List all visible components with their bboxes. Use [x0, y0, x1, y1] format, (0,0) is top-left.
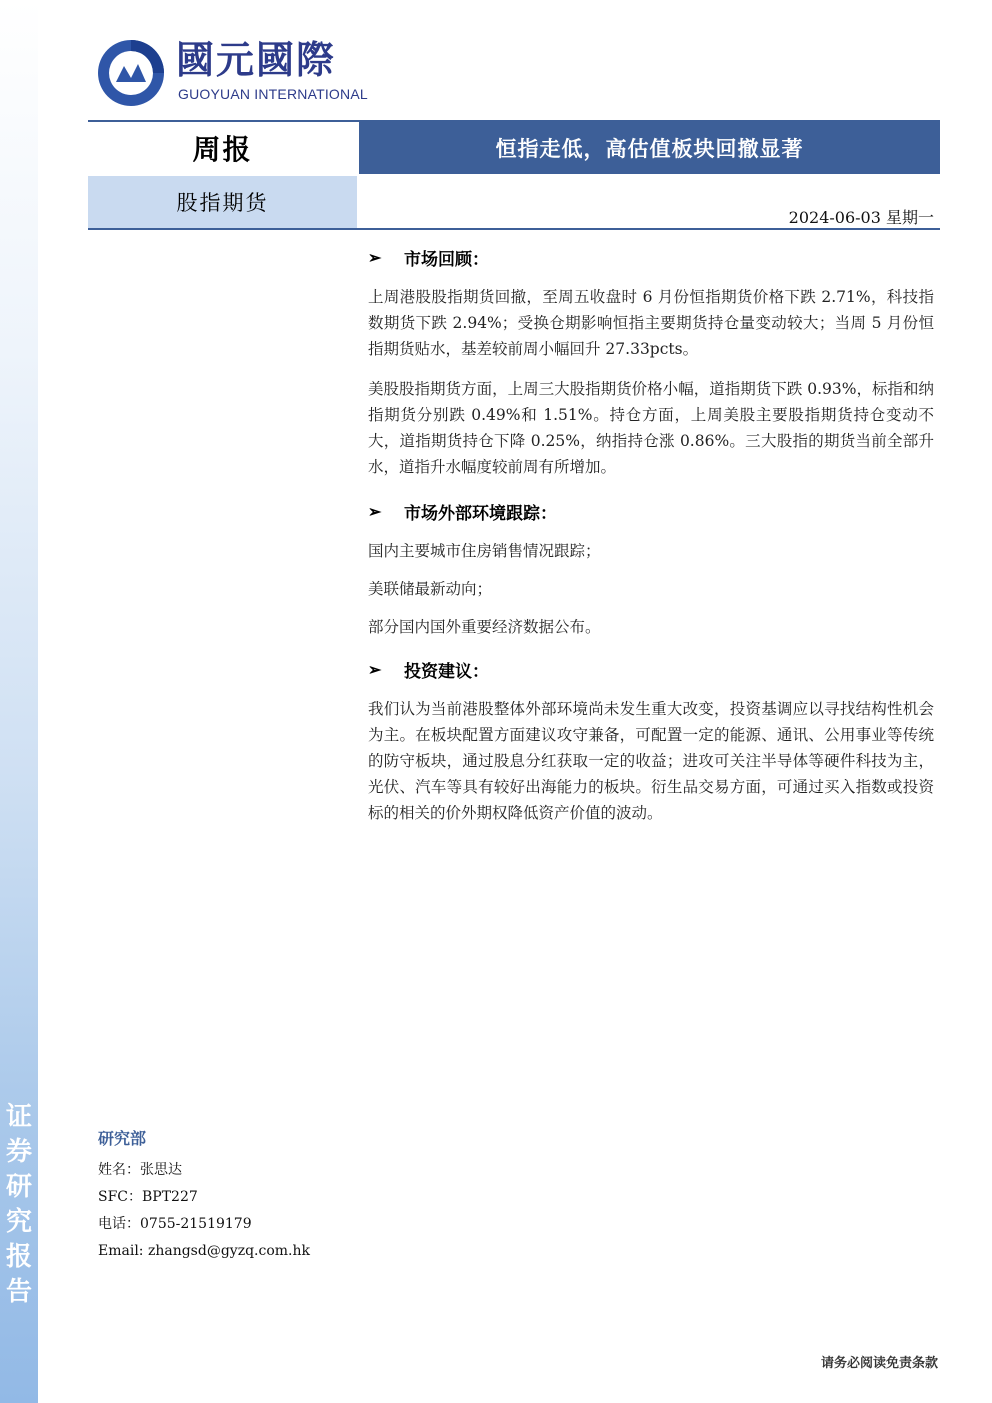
arrow-bullet-icon: ➢ — [368, 501, 382, 521]
list-item: 部分国内国外重要经济数据公布。 — [368, 618, 601, 636]
report-title: 恒指走低，高估值板块回撤显著 — [359, 122, 940, 174]
paragraph: 美股股指期货方面，上周三大股指期货价格小幅，道指期货下跌 0.93%，标指和纳指期货分别跌 0.49%和 1.51%。持仓方面，上周美股主要股指期货持仓变动不大，道指期货持仓下降 0.25%，纳指持仓涨 0.86%。三大股指的期货当前全部升水，道指升水幅度较前周有所增加。 — [368, 380, 934, 476]
report-body — [368, 240, 934, 840]
company-logo — [96, 38, 376, 108]
side-label-char: 券 — [5, 1137, 32, 1167]
author-info — [98, 1126, 338, 1265]
side-label-char: 研 — [5, 1172, 32, 1202]
logo-english-text: GUOYUAN INTERNATIONAL — [178, 86, 368, 102]
author-email[interactable]: Email: zhangsd@gyzq.com.hk — [98, 1243, 310, 1259]
list-item: 国内主要城市住房销售情况跟踪； — [368, 542, 601, 560]
paragraph: 我们认为当前港股整体外部环境尚未发生重大改变，投资基调应以寻找结构性机会为主。在板块配置方面建议攻守兼备，可配置一定的能源、通讯、公用事业等传统的防守板块，通过股息分红获取一定的收益；进攻可关注半导体等硬件科技为主，光伏、汽车等具有较好出海能力的板块。衍生品交易方面，可通过买入指数或投资标的相关的价外期权降低资产价值的波动。 — [368, 700, 934, 822]
arrow-bullet-icon: ➢ — [368, 659, 382, 679]
side-label — [4, 1100, 34, 1310]
side-label-char: 究 — [5, 1207, 32, 1237]
section-heading-market-review — [368, 240, 934, 274]
section-heading-external-environment — [368, 494, 934, 528]
section-heading-investment-advice — [368, 652, 934, 686]
side-label-char: 告 — [5, 1277, 32, 1307]
logo-emblem-icon — [96, 38, 166, 108]
author-name: 姓名：张思达 — [98, 1162, 182, 1178]
report-date: 2024-06-03 星期一 — [788, 208, 934, 227]
side-label-char: 报 — [5, 1242, 32, 1272]
header-bottom-rule — [88, 228, 940, 230]
section-heading-text: 市场外部环境跟踪： — [404, 503, 557, 524]
side-label-char: 证 — [5, 1102, 32, 1132]
list-item: 美联储最新动向； — [368, 580, 493, 598]
author-department: 研究部 — [98, 1129, 147, 1148]
disclaimer-note[interactable]: 请务必阅读免责条款 — [820, 1356, 938, 1371]
report-category: 股指期货 — [88, 176, 357, 228]
author-sfc: SFC：BPT227 — [98, 1189, 198, 1205]
section-heading-text: 投资建议： — [404, 661, 489, 682]
report-type: 周报 — [88, 122, 357, 174]
paragraph: 上周港股股指期货回撤，至周五收盘时 6 月份恒指期货价格下跌 2.71%，科技指数期货下跌 2.94%；受换仓期影响恒指主要期货持仓量变动较大；当周 5 月份恒指期货贴水，基差较前周小幅回升 27.33pcts。 — [368, 288, 934, 358]
section-heading-text: 市场回顾： — [404, 249, 489, 270]
logo-chinese-text: 國元國際 — [176, 38, 337, 82]
arrow-bullet-icon: ➢ — [368, 247, 382, 267]
author-phone: 电话：0755-21519179 — [98, 1216, 252, 1232]
